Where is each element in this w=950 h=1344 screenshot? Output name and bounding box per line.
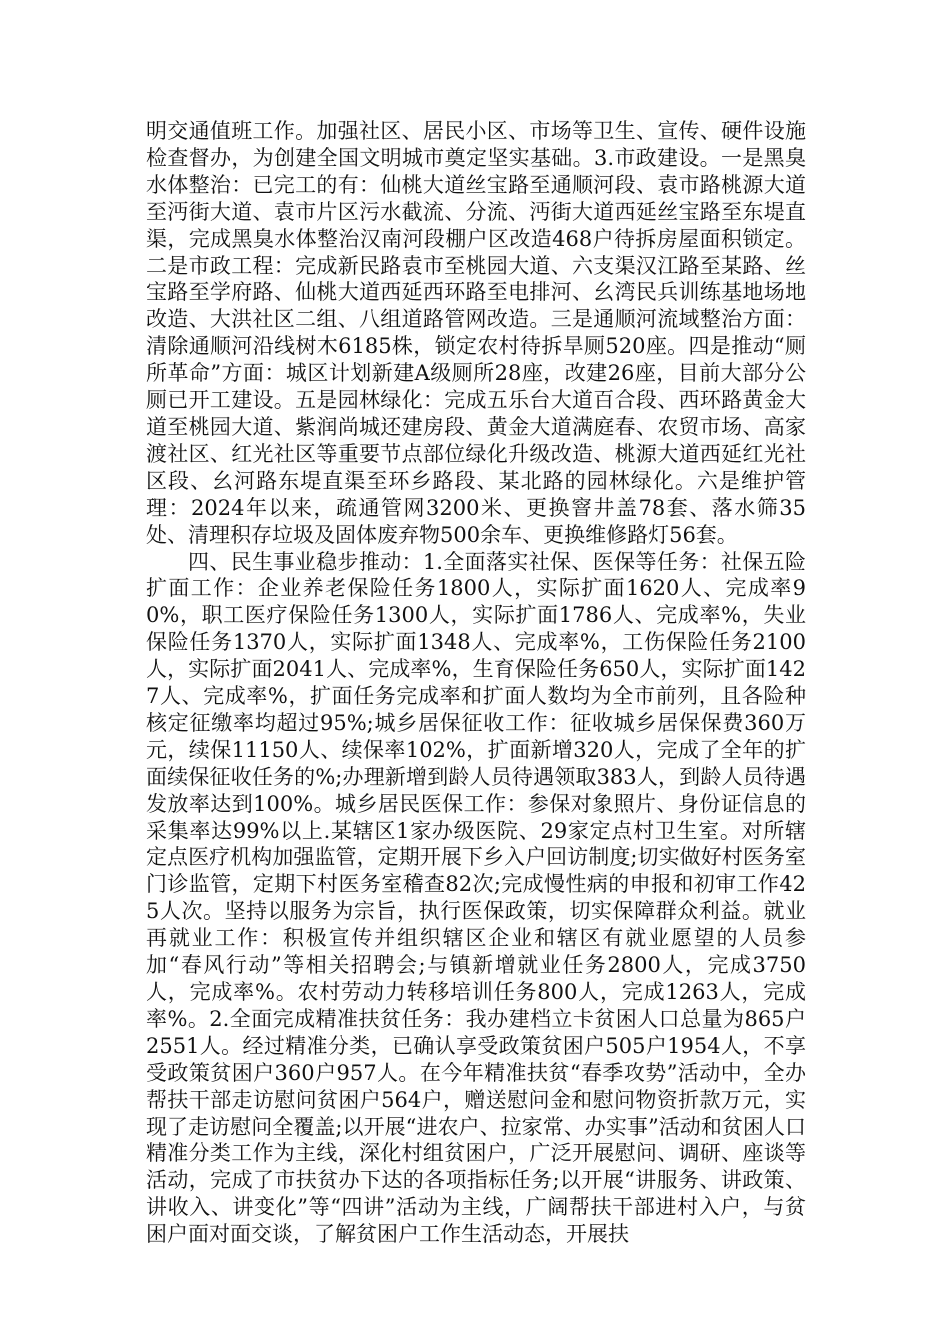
body-paragraph-continuation: 明交通值班工作。加强社区、居民小区、市场等卫生、宣传、硬件设施检查督办，为创建全国文明城市奠定坚实基础。3.市政建设。一是黑臭水体整治：已完工的有：仙桃大道丝宝路至通顺河段、袁市路桃源大道至沔街大道、袁市片区污水截流、分流、沔街大道西延丝宝路至东堤直渠，完成黑臭水体整治汉南河段棚户区改造468户待拆房屋面积锁定。二是市政工程：完成新民路袁市至桃园大道、六支渠汉江路至某路、丝宝路至学府路、仙桃大道西延西环路至电排河、幺湾民兵训练基地场地改造、大洪社区二组、八组道路管网改造。三是通顺河流域整治方面：清除通顺河沿线树木6185株，锁定农村待拆旱厕520座。四是推动“厕所革命”方面：城区计划新建A级厕所28座，改建26座，目前大部分公厕已开工建设。五是园林绿化：完成五乐台大道百合段、西环路黄金大道至桃园大道、紫润尚城还建房段、黄金大道满庭春、农贸市场、高家渡社区、红光社区等重要节点部位绿化升级改造、桃源大道西延红光社区段、幺河路东堤直渠至环乡路段、某北路的园林绿化。六是维护管理：2024年以来，疏通管网3200米、更换窨井盖78套、落水筛35处、清理积存垃圾及固体废弃物500余车、更换维修路灯56套。	[146, 119, 806, 547]
body-paragraph-livelihood: 四、民生事业稳步推动：1.全面落实社保、医保等任务：社保五险扩面工作：企业养老保险任务1800人，实际扩面1620人、完成率90%，职工医疗保险任务1300人，实际扩面1786人、完成率%，失业保险任务1370人，实际扩面1348人、完成率%，工伤保险任务2100人，实际扩面2041人、完成率%，生育保险任务650人，实际扩面1427人、完成率%，扩面任务完成率和扩面人数均为全市前列，且各险种核定征缴率均超过95%;城乡居保征收工作：征收城乡居保保费360万元，续保11150人、续保率102%，扩面新增320人，完成了全年的扩面续保征收任务的%;办理新增到龄人员待遇领取383人，到龄人员待遇发放率达到100%。城乡居民医保工作：参保对象照片、身份证信息的采集率达99%以上.某辖区1家办级医院、29家定点村卫生室。对所辖定点医疗机构加强监管，定期开展下乡入户回访制度;切实做好村医务室门诊监管，定期下村医务室稽查82次;完成慢性病的申报和初审工作425人次。坚持以服务为宗旨，执行医保政策，切实保障群众利益。就业再就业工作：积极宣传并组织辖区企业和辖区有就业愿望的人员参加“春风行动”等相关招聘会;与镇新增就业任务2800人，完成3750人，完成率%。农村劳动力转移培训任务800人，完成1263人，完成率%。2.全面完成精准扶贫任务：我办建档立卡贫困人口总量为865户2551人。经过精准分类，已确认享受政策贫困户505户1954人，不享受政策贫困户360户957人。在今年精准扶贫“春季攻势”活动中，全办帮扶干部走访慰问贫困户564户，赠送慰问金和慰问物资折款万元，实现了走访慰问全覆盖;以开展“进农户、拉家常、办实事”活动和贫困人口精准分类工作为主线，深化村组贫困户，广泛开展慰问、调研、座谈等活动，完成了市扶贫办下达的各项指标任务;以开展“讲服务、讲政策、讲收入、讲变化”等“四讲”活动为主线，广阔帮扶干部进村入户，与贫困户面对面交谈，了解贫困户工作生活动态，开展扶	[146, 549, 806, 1247]
document-page	[146, 118, 806, 1248]
